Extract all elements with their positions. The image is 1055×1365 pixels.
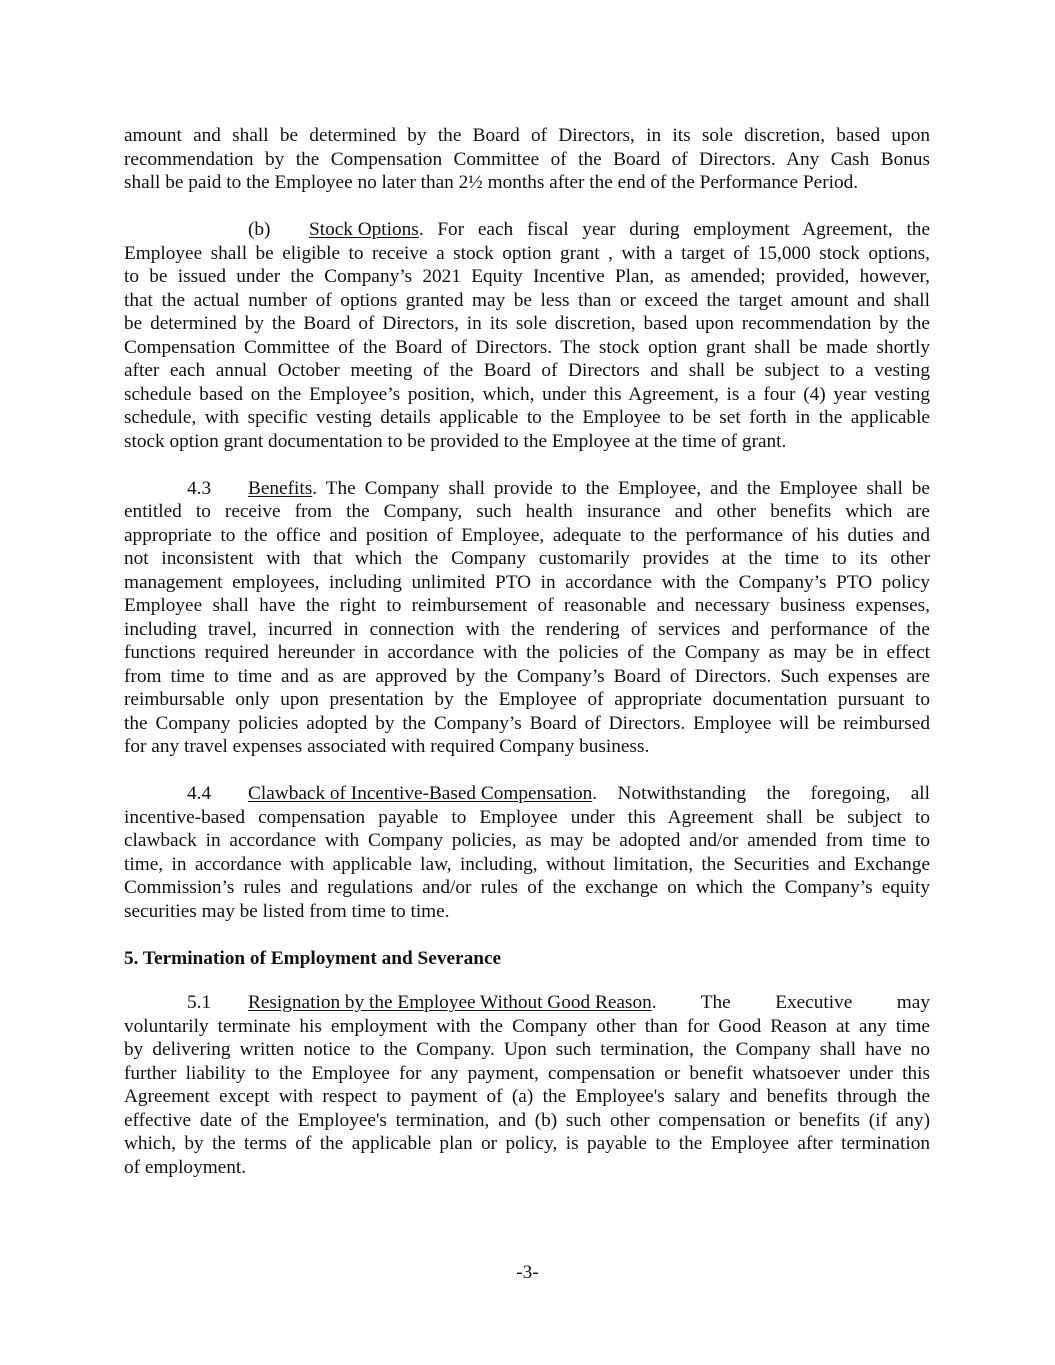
line-text: which, by the terms of the applicable plan or policy, is payable to the Employee after termination — [124, 1133, 930, 1154]
line-text: effective date of the Employee's termination, and (b) such other compensation or benefits (if any) — [124, 1109, 930, 1131]
text-line — [124, 829, 930, 853]
text-line — [124, 853, 930, 877]
line-text: the Company policies adopted by the Company’s Board of Directors. Employee will be reimbursed — [124, 712, 930, 734]
line-text: incentive-based compensation payable to Employee under this Agreement shall be subject to — [124, 806, 930, 828]
text-line — [124, 618, 930, 642]
text-line — [124, 1038, 930, 1062]
line-text: amount and shall be determined by the Board of Directors, in its sole discretion, based upon — [124, 125, 930, 146]
section-title: Clawback of Incentive-Based Compensation — [248, 783, 593, 804]
line-text: Commission’s rules and regulations and/or rules of the exchange on which the Company’s equity — [124, 877, 930, 898]
section-title: Stock Options — [309, 219, 419, 240]
line-text: . Notwithstanding the foregoing, all — [592, 783, 930, 804]
line-text: not inconsistent with that which the Company customarily provides at the time to its other — [124, 548, 930, 569]
text-line — [124, 124, 930, 148]
text-line — [124, 218, 930, 242]
section-title: Benefits — [248, 477, 313, 499]
line-text: management employees, including unlimited PTO in accordance with the Company’s PTO policy — [124, 571, 930, 593]
line-text: by delivering written notice to the Company. Upon such termination, the Company shall have no — [124, 1039, 930, 1060]
paragraph — [124, 218, 930, 453]
text-line — [124, 712, 930, 736]
paragraph — [124, 991, 930, 1179]
text-line — [124, 430, 930, 454]
line-text: appropriate to the office and position of Employee, adequate to the performance of his duties and — [124, 524, 930, 546]
text-line — [124, 242, 930, 266]
line-text: schedule based on the Employee’s position, which, under this Agreement, is a four (4) year vesting — [124, 383, 930, 405]
text-line — [124, 1015, 930, 1039]
text-line — [124, 148, 930, 172]
text-line — [124, 641, 930, 665]
line-text: for any travel expenses associated with required Company business. — [124, 736, 650, 757]
text-line — [124, 1062, 930, 1086]
text-line — [124, 1156, 930, 1180]
paragraph — [124, 782, 930, 923]
text-line — [124, 594, 930, 618]
text-line — [124, 900, 930, 924]
line-text: clawback in accordance with Company policies, as may be adopted and/or amended from time to — [124, 830, 930, 851]
paragraph — [124, 124, 930, 195]
text-line — [124, 336, 930, 360]
line-text: voluntarily terminate his employment with the Company other than for Good Reason at any time — [124, 1015, 930, 1037]
line-text: securities may be listed from time to time. — [124, 900, 450, 922]
line-text: functions required hereunder in accordance with the policies of the Company as may be in effect — [124, 642, 930, 663]
line-text: further liability to the Employee for any payment, compensation or benefit whatsoever under this — [124, 1062, 930, 1084]
text-line — [124, 289, 930, 313]
section-number: 4.4 — [187, 783, 212, 804]
text-line — [124, 571, 930, 595]
text-line — [124, 806, 930, 830]
text-line — [124, 547, 930, 571]
line-text: after each annual October meeting of the Board of Directors and shall be subject to a vesting — [124, 360, 930, 381]
page-number: -3- — [516, 1262, 539, 1283]
section-number: 5.1 — [187, 992, 212, 1013]
line-text: including travel, incurred in connection with the rendering of services and performance of the — [124, 618, 930, 640]
text-line — [124, 477, 930, 501]
text-line — [124, 500, 930, 524]
text-line — [124, 524, 930, 548]
text-line — [124, 991, 930, 1015]
text-line — [124, 359, 930, 383]
text-line — [124, 171, 930, 195]
text-line — [124, 265, 930, 289]
line-text: schedule, with specific vesting details applicable to the Employee to be set forth in the applicable — [124, 407, 930, 428]
line-text: . The Company shall provide to the Employee, and the Employee shall be — [312, 477, 930, 499]
line-text: Employee shall have the right to reimbursement of reasonable and necessary business expenses, — [124, 595, 930, 616]
paragraph — [124, 477, 930, 759]
text-line — [124, 1109, 930, 1133]
text-line — [124, 312, 930, 336]
section-number: (b) — [248, 219, 271, 240]
line-text: from time to time and as are approved by the Company’s Board of Directors. Such expenses are — [124, 665, 930, 687]
text-line — [124, 1085, 930, 1109]
line-text: stock option grant documentation to be provided to the Employee at the time of grant. — [124, 430, 787, 452]
text-line — [124, 735, 930, 759]
line-text: . The Executive may — [651, 992, 930, 1013]
section-title: Resignation by the Employee Without Good Reason — [248, 992, 652, 1013]
text-line — [124, 876, 930, 900]
line-text: . For each fiscal year during employment Agreement, the — [418, 219, 930, 240]
text-line — [124, 383, 930, 407]
line-text: shall be paid to the Employee no later than 2½ months after the end of the Performance Period. — [124, 172, 859, 193]
line-text: Agreement except with respect to payment of (a) the Employee's salary and benefits through the — [124, 1086, 930, 1107]
text-line — [124, 665, 930, 689]
section-heading: 5. Termination of Employment and Severance — [124, 947, 502, 969]
line-text: to be issued under the Company’s 2021 Equity Incentive Plan, as amended; provided, however, — [124, 266, 930, 287]
section-number: 4.3 — [187, 477, 212, 499]
text-line — [124, 1132, 930, 1156]
line-text: reimbursable only upon presentation by the Employee of appropriate documentation pursuant to — [124, 689, 930, 710]
line-text: Compensation Committee of the Board of Directors. The stock option grant shall be made shortly — [124, 336, 930, 358]
text-line — [124, 688, 930, 712]
line-text: entitled to receive from the Company, such health insurance and other benefits which are — [124, 501, 930, 522]
line-text: time, in accordance with applicable law, including, without limitation, the Securities and Exchange — [124, 853, 930, 875]
line-text: recommendation by the Compensation Committee of the Board of Directors. Any Cash Bonus — [124, 148, 930, 170]
line-text: Employee shall be eligible to receive a stock option grant , with a target of 15,000 stock options, — [124, 242, 930, 264]
document-body — [124, 124, 930, 1203]
line-text: that the actual number of options granted may be less than or exceed the target amount and shall — [124, 289, 930, 311]
text-line — [124, 782, 930, 806]
text-line — [124, 406, 930, 430]
line-text: be determined by the Board of Directors, in its sole discretion, based upon recommendation by the — [124, 313, 930, 334]
line-text: of employment. — [124, 1156, 247, 1178]
